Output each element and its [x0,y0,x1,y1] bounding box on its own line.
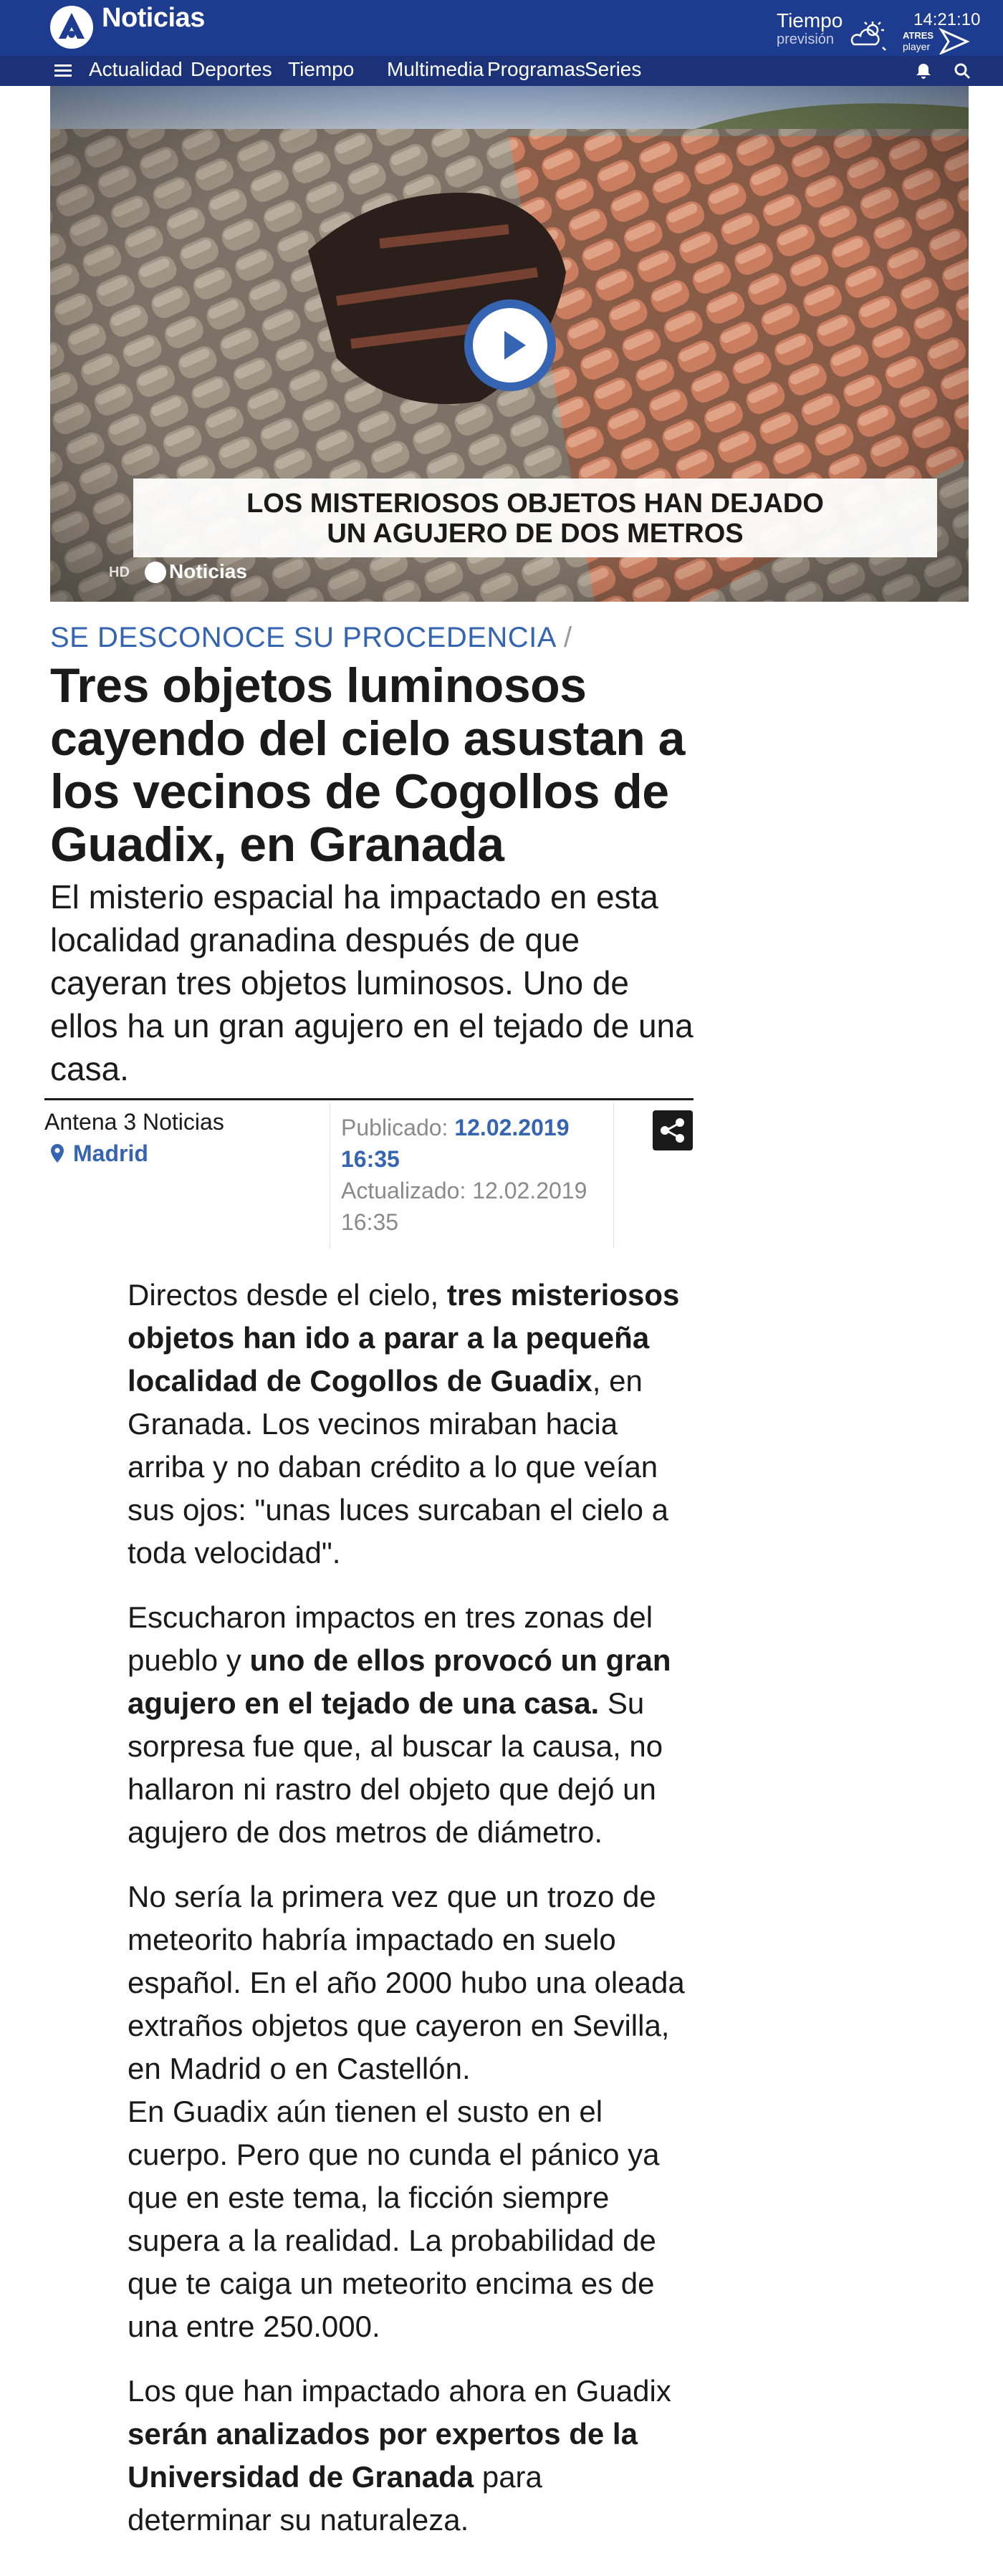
main-nav [0,56,1003,86]
paragraph [128,2370,694,2542]
text: para determinar su naturaleza. [128,2460,542,2537]
search-icon[interactable] [953,62,971,80]
updated-time: 16:35 [341,1209,399,1235]
article-dates [341,1112,606,1238]
article-body [128,1274,694,2563]
hd-badge: HD [109,564,130,580]
text: Directos desde el cielo, [128,1278,447,1312]
share-icon [653,1110,693,1150]
text: , en Granada. Los vecinos miraban hacia arriba y no daban crédito a lo que veían sus ojos: "unas luces surcaban el cielo a toda velocidad". [128,1364,668,1570]
watermark-logo-icon [145,562,166,583]
nav-item-deportes[interactable]: Deportes [191,58,272,80]
top-header [0,0,1003,56]
hamburger-menu-icon[interactable] [53,62,76,80]
paragraph [128,1274,694,1575]
nav-item-actualidad[interactable]: Actualidad [89,58,183,80]
weather-subtitle: previsión [777,32,835,47]
paragraph: No sería la primera vez que un trozo de meteorito habría impactado en suelo español. En el año 2000 hubo una oleada extraños objetos que cayeron en Sevilla, en Madrid o en Castellón. [128,1880,685,2085]
article-kicker[interactable] [50,622,572,654]
partly-cloudy-icon [847,20,888,52]
bold-text: tres misteriosos objetos han ido a parar a la pequeña localidad de Cogollos de Guadix [128,1278,680,1398]
nav-item-multimedia[interactable]: Multimedia [387,58,484,80]
share-button[interactable] [653,1110,693,1150]
updated-date: 12.02.2019 [472,1178,587,1203]
text: Escucharon impactos en tres zonas del pueblo y [128,1600,653,1677]
caption-line-1: LOS MISTERIOSOS OBJETOS HAN DEJADO [246,489,824,519]
updated-label: Actualizado: [341,1178,466,1203]
svg-text:ATRES: ATRES [903,30,934,41]
nav-item-series[interactable]: Series [585,58,642,80]
video-caption [133,479,937,557]
published-date: 12.02.2019 [454,1115,570,1140]
svg-text:player: player [903,41,931,52]
watermark-text: Noticias [169,560,247,582]
clock: 14:21:10 [913,10,981,29]
play-icon [493,325,533,365]
caption-line-2: UN AGUJERO DE DOS METROS [327,519,744,549]
updated-line [341,1175,606,1238]
article-title: Tres objetos luminosos cayendo del cielo asustan a los vecinos de Cogollos de Guadix, en Granada [50,658,685,872]
published-line [341,1112,606,1175]
meta-separator [613,1103,614,1248]
bold-text: uno de ellos provocó un gran agujero en el tejado de una casa. [128,1643,671,1720]
weather-title: Tiempo [777,9,843,32]
article-lead: El misterio espacial ha impactado en esta localidad granadina después de que cayeran tres objetos luminosos. Uno de ellos ha un gran agujero en el tejado de una casa. [50,878,694,1087]
paragraph [128,1596,694,1854]
bold-text: serán analizados por expertos de la Universidad de Granada [128,2417,638,2494]
antena3-logo-icon[interactable] [50,6,93,49]
location-text: Madrid [73,1140,148,1166]
article-location [50,1140,148,1167]
location-pin-icon [50,1143,64,1163]
divider [44,1098,694,1100]
text: Los que han impactado ahora en Guadix [128,2374,671,2408]
paragraph: En Guadix aún tienen el susto en el cuerpo. Pero que no cunda el pánico ya que en este tema, la ficción siempre supera a la realidad. La probabilidad de que te caiga un meteorito encima es de una entre 250.000. [128,2095,660,2343]
published-label: Publicado: [341,1115,448,1140]
nav-item-programas[interactable]: Programas [487,58,585,80]
weather-widget[interactable] [777,10,843,48]
kicker-text: SE DESCONOCE SU PROCEDENCIA [50,622,557,653]
nav-item-tiempo[interactable]: Tiempo [288,58,355,80]
brand-name[interactable]: Noticias [102,3,205,33]
published-time: 16:35 [341,1146,400,1172]
article-author: Antena 3 Noticias [44,1109,224,1135]
play-button[interactable] [464,299,556,391]
video-player[interactable] [50,86,969,602]
text: Su sorpresa fue que, al buscar la causa, no hallaron ni rastro del objeto que dejó un agujero de dos metros de diámetro. [128,1686,663,1849]
atresplayer-logo-icon[interactable] [901,27,970,54]
bell-icon[interactable] [914,62,933,80]
kicker-separator: / [563,622,572,653]
